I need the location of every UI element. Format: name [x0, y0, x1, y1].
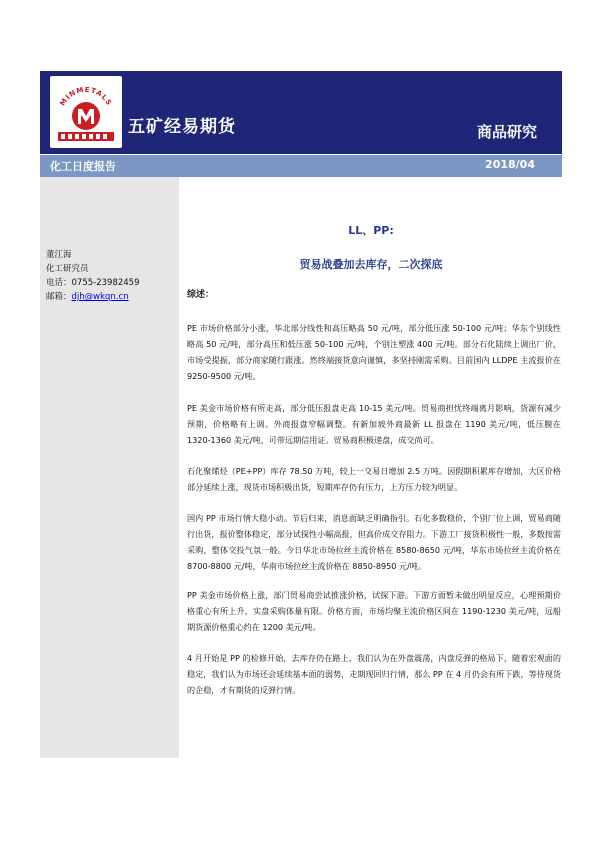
paragraph-inventory: 石化聚烯烃（PE+PP）库存 78.50 万吨，较上一交易日增加 2.5 万吨。因假期积累库存增加，大区价格部分延续上涨，现货市场积极出货，短期库存仍有压力，上方压力较为明显。 — [187, 466, 561, 492]
author-phone: 0755-23982459 — [71, 278, 140, 288]
author-email-link[interactable]: djh@wkqn.cn — [71, 292, 129, 302]
company-name: 五矿经易期货 — [128, 117, 236, 137]
company-logo — [50, 76, 122, 148]
paragraph-pp-domestic: 国内 PP 市场行情大稳小动。节后归来，消息面缺乏明确指引。石化多数稳价，个别厂位上调，贸易商随行出货，报价整体稳定，部分试探性小幅高报，但高价成交存阻力。下游工厂接货积极性一般，多数按需采购，整体交投气氛一般。今日华北市场拉丝主流价格在 8580-8650 元/吨，华东市场拉丝主流价格在 8700-8800 元/吨，华南市场拉丝主流价格在 8850-8950 元/吨。 — [187, 513, 561, 571]
author-email-line — [46, 290, 139, 304]
section-name: 商品研究 — [476, 123, 537, 141]
report-subtitle: 贸易战叠加去库存，二次探底 — [299, 258, 443, 271]
email-label: 邮箱： — [46, 292, 72, 302]
report-type: 化工日度报告 — [50, 160, 116, 173]
report-title: LL、PP: — [348, 224, 394, 237]
report-type-bar — [40, 155, 562, 177]
paragraph-outlook: 4 月开始是 PP 的检修开始，去库存仍在路上，我们认为在外盘震荡，内盘反弹的格局下，随着宏观面的稳定，我们认为市场还会延续基本面的弱势，走期现回归行情，那么 PP 在 4 月仍会有所下跌，等待现货的企稳，才有期货的反弹行情。 — [187, 653, 561, 695]
paragraph-pe-dollar: PE 美金市场价格有所走高，部分低压报盘走高 10-15 美元/吨。贸易商担忧终端离月影响，货源有减少预期，价格略有上调。外商报盘窄幅调整。有新加坡外商最新 LL 报盘在 1190 美元/吨，低压膜在 1320-1360 美元/吨，可带远期信用证。贸易商积极递盘，成交尚可。 — [187, 403, 561, 445]
logo-text: MINMETALS — [58, 85, 114, 108]
paragraph-pp-dollar: PP 美金市场价格上涨，部门贸易商尝试推涨价格，试探下游。下游方面暂未做出明显反应，心理预期价格重心有所上升，实盘采购体量有限。价格方面，市场均聚主流价格区间在 1190-1230 美元/吨，远船期货源价格重心约在 1200 美元/吨。 — [187, 590, 561, 632]
author-info — [46, 248, 139, 304]
minmetals-logo-icon — [50, 76, 122, 148]
phone-label: 电话： — [46, 278, 72, 288]
author-role: 化工研究员 — [46, 264, 89, 274]
author-name: 董江海 — [46, 250, 72, 260]
summary-heading: 综述： — [187, 290, 215, 300]
paragraph-pe-domestic: PE 市场价格部分小涨，华北部分线性和高压略高 50 元/吨，部分低压涨 50-100 元/吨；华东个别线性略高 50 元/吨，部分高压和低压涨 50-100 元/吨，个别注塑涨 400 元/吨。部分石化陆续上调出厂价，市场受提振，部分商家随行跟涨。然终端接货意向谨慎，多坚持刚需采购。目前国内 LLDPE 主流报价在 9250-9500 元/吨。 — [187, 323, 561, 381]
report-date: 2018/04 — [485, 158, 535, 171]
author-phone-line — [46, 276, 139, 290]
